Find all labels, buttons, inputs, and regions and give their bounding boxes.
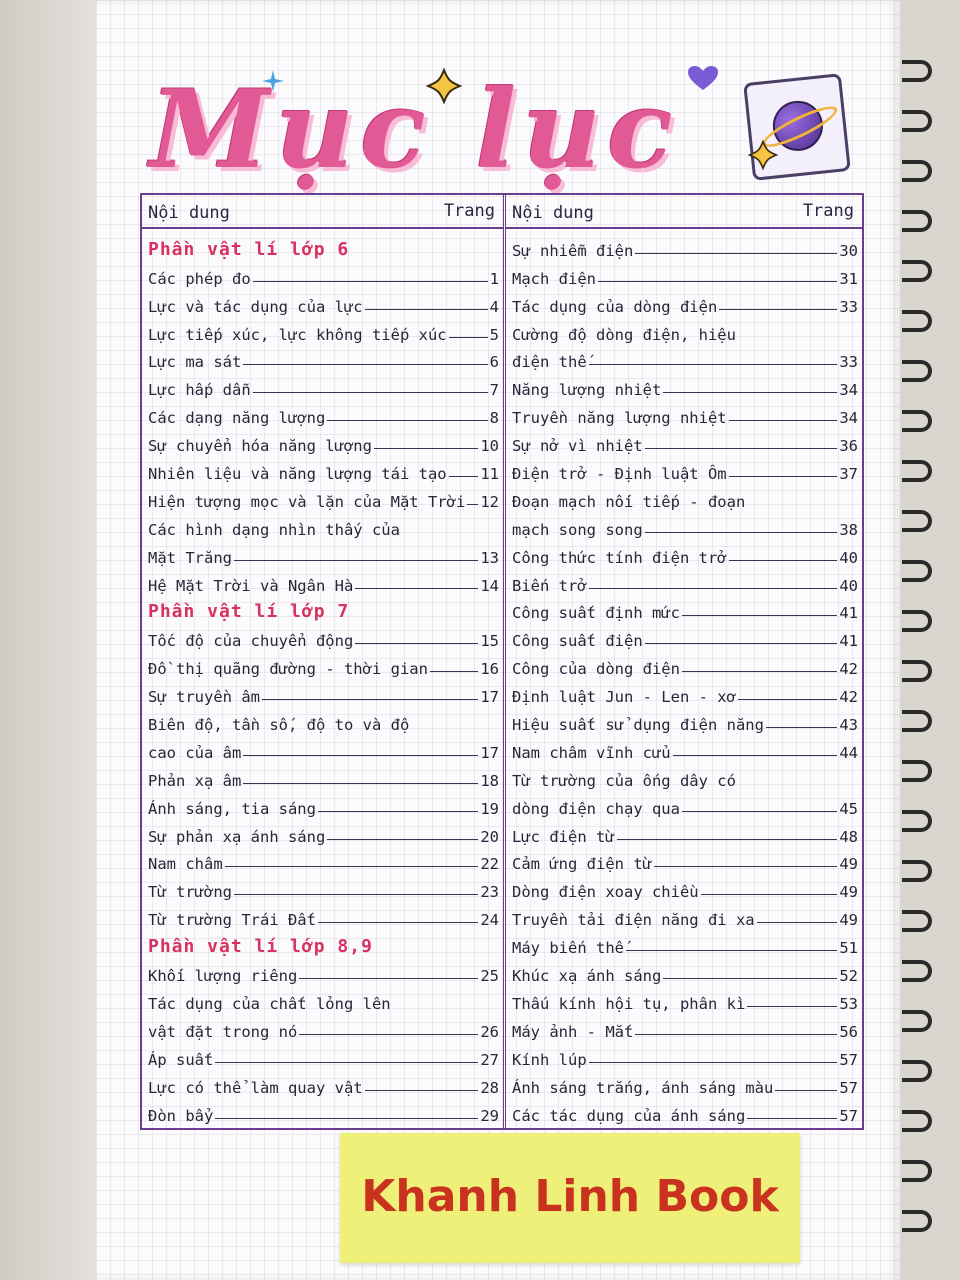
entry-title: Hệ Mặt Trời và Ngân Hà <box>148 576 354 595</box>
spiral-ring <box>902 710 932 732</box>
entry-page-number: 27 <box>480 1050 499 1069</box>
entry-page-number: 42 <box>839 688 858 707</box>
entry-page-number: 17 <box>480 688 499 707</box>
leader-line <box>747 1006 837 1007</box>
entry-title: Sự nhiễm điện <box>512 241 634 260</box>
leader-line <box>318 811 478 812</box>
leader-line <box>243 783 478 784</box>
entry-title: Lực ma sát <box>148 353 242 372</box>
entry-page-number: 1 <box>489 269 499 288</box>
leader-line <box>365 1090 479 1091</box>
toc-entry <box>506 790 862 818</box>
entry-title: Các hình dạng nhìn thấy của <box>148 520 400 539</box>
entry-page-number: 40 <box>839 548 858 567</box>
toc-entry <box>142 539 503 567</box>
spiral-ring <box>902 110 932 132</box>
spiral-ring <box>902 1010 932 1032</box>
toc-entry <box>142 790 503 818</box>
entry-page-number: 34 <box>839 409 858 428</box>
entry-title: Lực điện từ <box>512 827 615 846</box>
leader-line <box>757 922 838 923</box>
leader-line <box>225 866 479 867</box>
page-title: Mục lục <box>150 67 679 193</box>
spiral-ring <box>902 810 932 832</box>
entry-page-number: 15 <box>480 632 499 651</box>
spiral-ring <box>902 510 932 532</box>
toc-entry <box>506 427 862 455</box>
toc-entry <box>506 846 862 874</box>
leader-line <box>729 420 838 421</box>
entry-title: Từ trường <box>148 883 232 902</box>
leader-line <box>589 1062 838 1063</box>
toc-entry <box>142 427 503 455</box>
entry-page-number: 12 <box>480 492 499 511</box>
toc-entry <box>506 1069 862 1097</box>
entry-title: Đồ thị quãng đường - thời gian <box>148 660 428 679</box>
entry-page-number: 25 <box>480 967 499 986</box>
entry-title: Biến trở <box>512 576 587 595</box>
toc-entry <box>506 622 862 650</box>
leader-line <box>327 839 478 840</box>
leader-line <box>775 1090 837 1091</box>
entry-page-number: 49 <box>839 883 858 902</box>
spiral-ring <box>902 160 932 182</box>
entry-title: Đòn bẩy <box>148 1106 214 1125</box>
leader-line <box>598 281 837 282</box>
entry-title: Ánh sáng trắng, ánh sáng màu <box>512 1078 774 1097</box>
leader-line <box>654 866 837 867</box>
entry-title: Lực và tác dụng của lực <box>148 297 363 316</box>
leader-line <box>355 643 478 644</box>
entry-page-number: 18 <box>480 771 499 790</box>
header-content-label: Nội dung <box>148 203 230 223</box>
leader-line <box>215 1118 478 1119</box>
entry-title: Hiện tượng mọc và lặn của Mặt Trời <box>148 492 466 511</box>
entry-title: Sự truyền âm <box>148 688 260 707</box>
leader-line <box>327 420 487 421</box>
leader-line <box>243 755 478 756</box>
spiral-ring <box>902 860 932 882</box>
spiral-ring <box>902 610 932 632</box>
entry-title: Áp suất <box>148 1050 214 1069</box>
entry-page-number: 31 <box>839 269 858 288</box>
entry-page-number: 38 <box>839 520 858 539</box>
toc-entry <box>142 818 503 846</box>
leader-line <box>617 839 838 840</box>
entry-title: Máy biến thế <box>512 939 624 958</box>
entry-page-number: 41 <box>839 632 858 651</box>
leader-line <box>234 894 478 895</box>
entry-title: Biên độ, tần số, độ to và độ <box>148 716 410 735</box>
entry-page-number: 40 <box>839 576 858 595</box>
toc-entry <box>506 483 862 511</box>
toc-entry <box>506 567 862 595</box>
toc-entry <box>506 901 862 929</box>
leader-line <box>430 671 478 672</box>
entry-title: dòng điện chạy qua <box>512 799 680 818</box>
leader-line <box>374 448 478 449</box>
leader-line <box>766 727 837 728</box>
toc-entry <box>506 371 862 399</box>
leader-line <box>215 1062 478 1063</box>
entry-title: Phản xạ âm <box>148 771 242 790</box>
entry-page-number: 20 <box>480 827 499 846</box>
entry-page-number: 33 <box>839 297 858 316</box>
toc-entry <box>142 288 503 316</box>
entry-title: Khúc xạ ánh sáng <box>512 967 662 986</box>
toc-entry <box>506 511 862 539</box>
spiral-ring <box>902 1210 932 1232</box>
entry-title: Sự phản xạ ánh sáng <box>148 827 326 846</box>
entry-title: Máy ảnh - Mắt <box>512 1022 634 1041</box>
toc-entry <box>506 762 862 790</box>
entry-title: điện thế <box>512 353 587 372</box>
leader-line <box>682 671 837 672</box>
toc-entry <box>142 483 503 511</box>
toc-entry <box>506 399 862 427</box>
entry-page-number: 42 <box>839 660 858 679</box>
entry-page-number: 44 <box>839 743 858 762</box>
entry-title: Dòng điện xoay chiều <box>512 883 699 902</box>
spiral-ring <box>902 410 932 432</box>
entry-page-number: 41 <box>839 604 858 623</box>
toc-entry <box>142 985 503 1013</box>
entry-title: Cảm ứng điện từ <box>512 855 652 874</box>
toc-entry <box>506 455 862 483</box>
entry-page-number: 51 <box>839 939 858 958</box>
spiral-ring <box>902 660 932 682</box>
entry-page-number: 24 <box>480 911 499 930</box>
entry-title: Nam châm vĩnh cửu <box>512 743 671 762</box>
leader-line <box>355 588 478 589</box>
toc-entry <box>506 929 862 957</box>
entry-title: Phần vật lí lớp 8,9 <box>148 936 373 958</box>
entry-title: Khối lượng riêng <box>148 967 298 986</box>
toc-entry <box>506 1041 862 1069</box>
leader-line <box>635 1034 837 1035</box>
leader-line <box>663 392 837 393</box>
entry-page-number: 23 <box>480 883 499 902</box>
toc-entry <box>506 706 862 734</box>
entry-page-number: 49 <box>839 855 858 874</box>
leader-line <box>299 978 478 979</box>
entry-title: Từ trường Trái Đất <box>148 911 316 930</box>
entry-title: Công suất định mức <box>512 604 680 623</box>
leader-line <box>635 253 837 254</box>
entry-title: Mặt Trăng <box>148 548 232 567</box>
toc-entry <box>142 678 503 706</box>
spiral-ring <box>902 960 932 982</box>
entry-title: Tác dụng của dòng điện <box>512 297 718 316</box>
entry-title: Phần vật lí lớp 7 <box>148 601 350 623</box>
spiral-ring <box>902 360 932 382</box>
spiral-ring <box>902 1060 932 1082</box>
toc-entry <box>142 1097 503 1125</box>
toc-left-rows <box>142 229 503 1125</box>
entry-page-number: 4 <box>489 297 499 316</box>
toc-entry <box>506 232 862 260</box>
entry-page-number: 33 <box>839 353 858 372</box>
entry-page-number: 37 <box>839 465 858 484</box>
toc-entry <box>506 1013 862 1041</box>
toc-entry <box>506 595 862 623</box>
spiral-ring <box>902 260 932 282</box>
leader-line <box>262 699 478 700</box>
leader-line <box>234 560 478 561</box>
toc-entry <box>142 1041 503 1069</box>
entry-title: Lực có thể làm quay vật <box>148 1078 363 1097</box>
entry-page-number: 57 <box>839 1050 858 1069</box>
toc-right-rows <box>506 229 862 1125</box>
column-header <box>142 195 503 229</box>
entry-title: Công thức tính điện trở <box>512 548 727 567</box>
entry-page-number: 48 <box>839 827 858 846</box>
toc-entry <box>506 539 862 567</box>
entry-title: Từ trường của ống dây có <box>512 771 736 790</box>
entry-page-number: 49 <box>839 911 858 930</box>
spiral-ring <box>902 760 932 782</box>
brand-label-text: Khanh Linh Book <box>361 1171 779 1222</box>
toc-entry <box>142 344 503 372</box>
leader-line <box>645 448 838 449</box>
entry-title: Công của dòng điện <box>512 660 680 679</box>
leader-line <box>589 364 838 365</box>
entry-page-number: 14 <box>480 576 499 595</box>
entry-title: Tốc độ của chuyển động <box>148 632 354 651</box>
toc-entry <box>142 1013 503 1041</box>
entry-page-number: 43 <box>839 716 858 735</box>
entry-title: Các dạng năng lượng <box>148 409 326 428</box>
entry-page-number: 7 <box>489 381 499 400</box>
leader-line <box>645 643 838 644</box>
entry-title: vật đặt trong nó <box>148 1022 298 1041</box>
entry-title: Truyền năng lượng nhiệt <box>512 409 727 428</box>
entry-page-number: 57 <box>839 1106 858 1125</box>
toc-entry <box>142 399 503 427</box>
toc-entry <box>142 734 503 762</box>
toc-entry <box>506 734 862 762</box>
entry-title: Lực hấp dẫn <box>148 381 251 400</box>
entry-title: Truyền tải điện năng đi xa <box>512 911 755 930</box>
toc-entry <box>506 650 862 678</box>
leader-line <box>589 588 838 589</box>
spiral-ring <box>902 560 932 582</box>
entry-title: Các phép đo <box>148 269 251 288</box>
entry-page-number: 8 <box>489 409 499 428</box>
leader-line <box>467 504 478 505</box>
entry-page-number: 13 <box>480 548 499 567</box>
entry-page-number: 26 <box>480 1022 499 1041</box>
toc-entry <box>506 873 862 901</box>
toc-entry <box>506 957 862 985</box>
toc-entry <box>142 846 503 874</box>
toc-entry <box>142 511 503 539</box>
toc-entry <box>506 1097 862 1125</box>
entry-title: Nhiên liệu và năng lượng tái tạo <box>148 465 447 484</box>
toc-entry <box>142 650 503 678</box>
entry-page-number: 57 <box>839 1078 858 1097</box>
entry-title: cao của âm <box>148 743 242 762</box>
toc-entry <box>506 678 862 706</box>
entry-title: Nam châm <box>148 855 223 874</box>
header-page-label: Trang <box>443 201 495 221</box>
entry-page-number: 17 <box>480 743 499 762</box>
entry-page-number: 56 <box>839 1022 858 1041</box>
entry-page-number: 16 <box>480 660 499 679</box>
entry-title: Các tác dụng của ánh sáng <box>512 1106 746 1125</box>
spiral-ring <box>902 210 932 232</box>
header-content-label: Nội dung <box>512 203 594 223</box>
toc-entry <box>506 260 862 288</box>
header-page-label: Trang <box>802 201 854 221</box>
leader-line <box>645 532 838 533</box>
entry-title: Cường độ dòng điện, hiệu <box>512 325 736 344</box>
background-surface <box>0 0 96 1280</box>
entry-title: Hiệu suất sử dụng điện năng <box>512 716 764 735</box>
leader-line <box>747 1118 837 1119</box>
toc-entry <box>506 818 862 846</box>
spiral-ring <box>902 60 932 82</box>
entry-title: Kính lúp <box>512 1050 587 1069</box>
entry-title: Năng lượng nhiệt <box>512 381 662 400</box>
leader-line <box>318 922 478 923</box>
entry-page-number: 10 <box>480 437 499 456</box>
leader-line <box>449 476 479 477</box>
leader-line <box>299 1034 478 1035</box>
entry-title: Ánh sáng, tia sáng <box>148 799 316 818</box>
spiral-ring <box>902 910 932 932</box>
entry-title: mạch song song <box>512 520 643 539</box>
toc-entry <box>506 288 862 316</box>
spiral-ring <box>902 310 932 332</box>
star-icon <box>748 140 778 170</box>
entry-page-number: 29 <box>480 1106 499 1125</box>
brand-label <box>340 1133 800 1263</box>
leader-line <box>253 392 488 393</box>
entry-page-number: 52 <box>839 967 858 986</box>
toc-entry <box>506 344 862 372</box>
entry-title: Định luật Jun - Len - xơ <box>512 688 736 707</box>
toc-entry <box>142 260 503 288</box>
leader-line <box>719 309 837 310</box>
toc-left-column <box>142 195 506 1128</box>
spiral-ring <box>902 460 932 482</box>
leader-line <box>663 978 837 979</box>
entry-title: Lực tiếp xúc, lực không tiếp xúc <box>148 325 447 344</box>
toc-entry <box>142 873 503 901</box>
entry-page-number: 22 <box>480 855 499 874</box>
table-of-contents <box>140 193 864 1130</box>
toc-entry <box>142 316 503 344</box>
toc-entry <box>142 762 503 790</box>
entry-page-number: 11 <box>480 465 499 484</box>
leader-line <box>701 894 838 895</box>
entry-title: Mạch điện <box>512 269 596 288</box>
column-header <box>506 195 862 229</box>
entry-title: Đoạn mạch nối tiếp - đoạn <box>512 492 746 511</box>
leader-line <box>682 615 837 616</box>
entry-page-number: 34 <box>839 381 858 400</box>
entry-title: Sự chuyển hóa năng lượng <box>148 437 372 456</box>
entry-page-number: 19 <box>480 799 499 818</box>
entry-page-number: 53 <box>839 994 858 1013</box>
entry-title: Thấu kính hội tụ, phân kì <box>512 994 746 1013</box>
leader-line <box>243 364 487 365</box>
toc-entry <box>142 1069 503 1097</box>
entry-page-number: 28 <box>480 1078 499 1097</box>
entry-page-number: 30 <box>839 241 858 260</box>
section-heading <box>142 232 503 260</box>
toc-entry <box>142 901 503 929</box>
toc-entry <box>142 622 503 650</box>
entry-page-number: 5 <box>489 325 499 344</box>
entry-page-number: 36 <box>839 437 858 456</box>
entry-title: Điện trở - Định luật Ôm <box>512 465 727 484</box>
leader-line <box>673 755 838 756</box>
leader-line <box>682 811 837 812</box>
section-heading <box>142 595 503 623</box>
entry-page-number: 45 <box>839 799 858 818</box>
leader-line <box>449 337 488 338</box>
spiral-ring <box>902 1110 932 1132</box>
entry-title: Tác dụng của chất lỏng lên <box>148 994 391 1013</box>
entry-title: Sự nở vì nhiệt <box>512 437 643 456</box>
entry-title: Phần vật lí lớp 6 <box>148 238 350 260</box>
leader-line <box>729 476 838 477</box>
spiral-ring <box>902 1160 932 1182</box>
toc-entry <box>506 316 862 344</box>
leader-line <box>626 950 837 951</box>
toc-entry <box>142 706 503 734</box>
toc-entry <box>142 567 503 595</box>
leader-line <box>738 699 837 700</box>
leader-line <box>729 560 838 561</box>
entry-page-number: 6 <box>489 353 499 372</box>
section-heading <box>142 929 503 957</box>
leader-line <box>253 281 488 282</box>
toc-entry <box>506 985 862 1013</box>
toc-right-column <box>506 195 862 1128</box>
leader-line <box>365 309 488 310</box>
toc-entry <box>142 371 503 399</box>
toc-entry <box>142 455 503 483</box>
entry-title: Công suất điện <box>512 632 643 651</box>
toc-entry <box>142 957 503 985</box>
